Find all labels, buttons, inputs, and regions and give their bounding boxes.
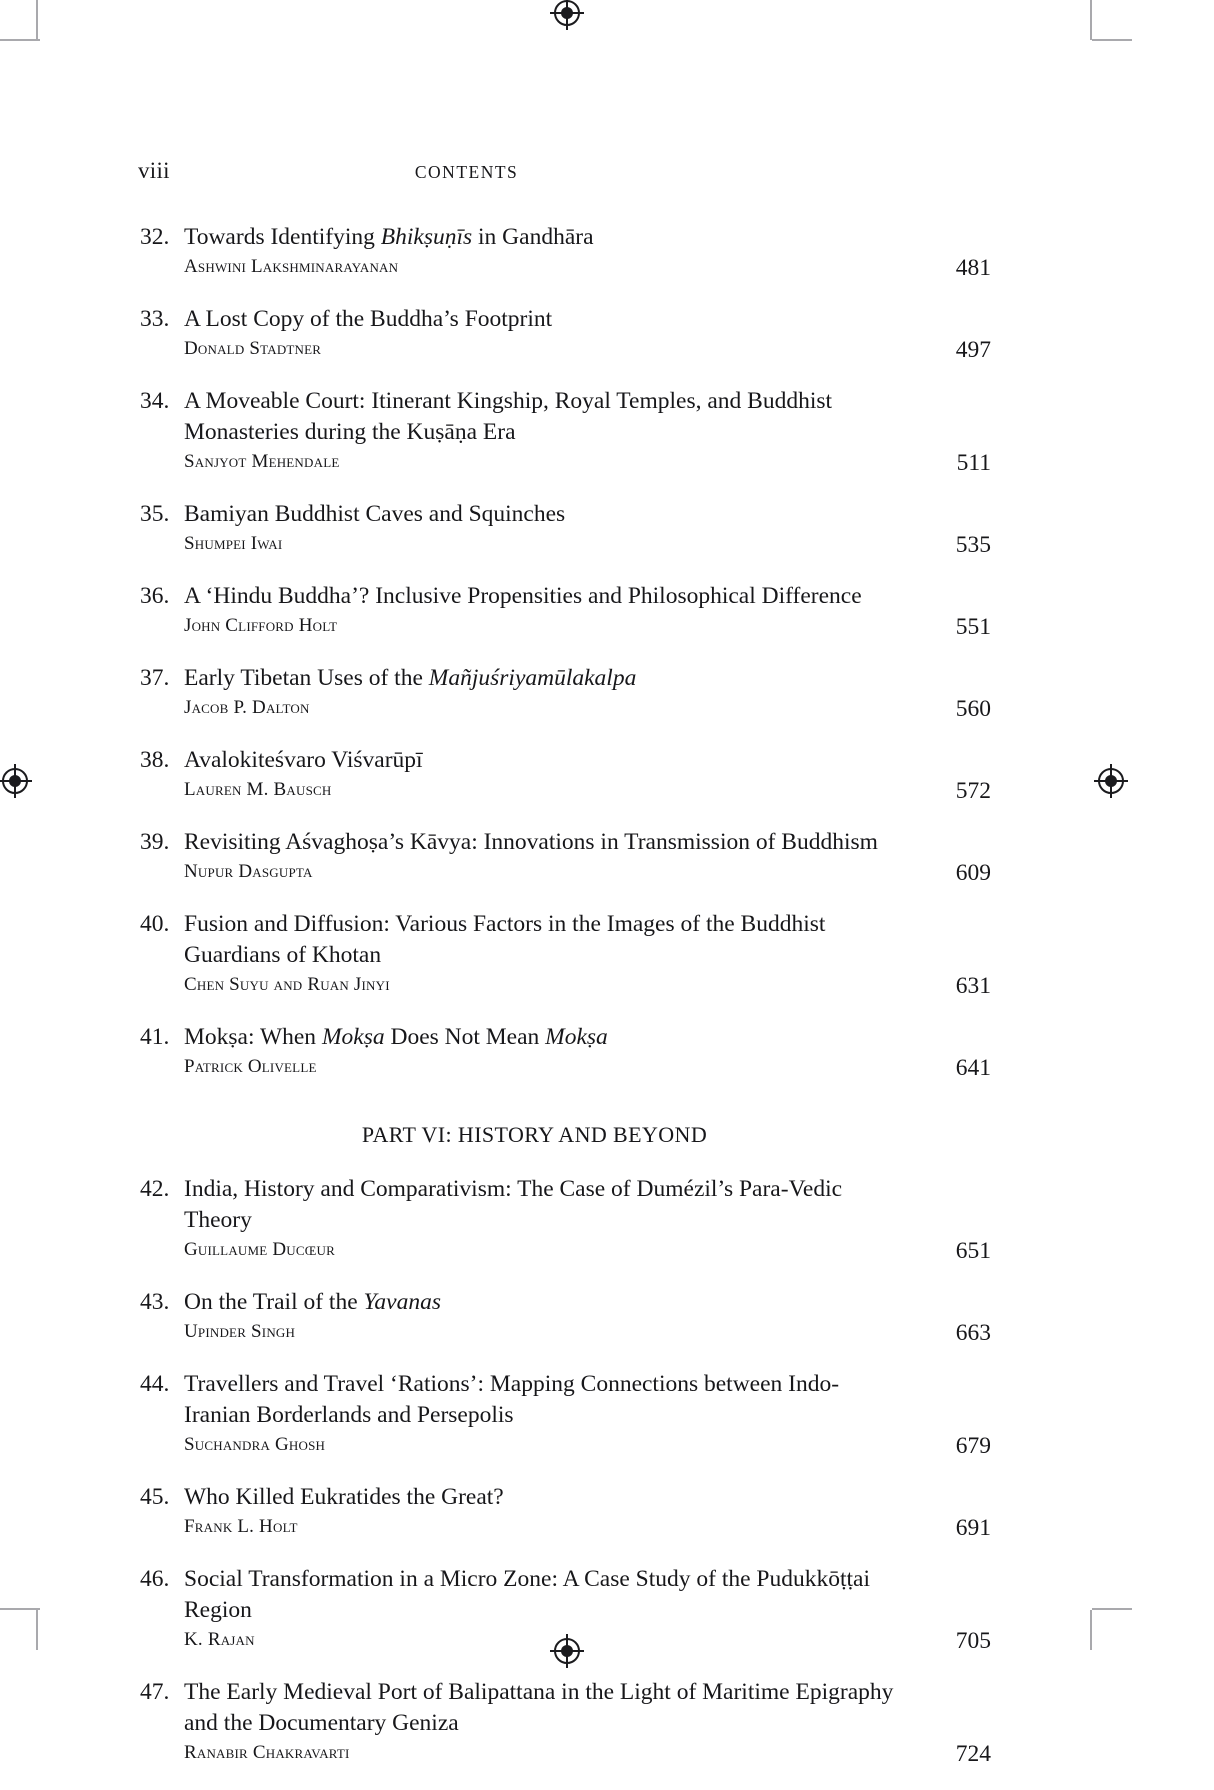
registration-dot bbox=[1105, 775, 1117, 787]
entry-title bbox=[184, 909, 905, 971]
page-number-spacer bbox=[905, 1369, 991, 1431]
toc-entry[interactable] bbox=[138, 1287, 991, 1349]
toc-entry[interactable] bbox=[138, 499, 991, 561]
toc-entry[interactable] bbox=[138, 909, 991, 1002]
page-number-spacer bbox=[905, 304, 991, 335]
registration-target-right bbox=[1098, 768, 1124, 794]
page-number-value: 560 bbox=[955, 696, 991, 722]
title-text: Early Tibetan Uses of the bbox=[184, 665, 429, 691]
crop-mark-top-right-vertical bbox=[1090, 0, 1092, 40]
title-text: Fusion and Diffusion: Various Factors in the Images of the Buddhist Guardians of Khotan bbox=[184, 911, 826, 968]
entry-body bbox=[184, 1022, 905, 1081]
registration-dot bbox=[561, 7, 573, 19]
toc-entry[interactable] bbox=[138, 581, 991, 643]
page-number-spacer bbox=[905, 1564, 991, 1626]
title-text: Avalokiteśvaro Viśvarūpī bbox=[184, 747, 423, 773]
entry-page-number bbox=[905, 1482, 991, 1544]
page-number-value: 497 bbox=[955, 337, 991, 363]
toc-entry[interactable] bbox=[138, 663, 991, 725]
title-text: Mokṣa: When bbox=[184, 1024, 322, 1050]
page-number-value: 705 bbox=[955, 1628, 991, 1654]
entry-number: 37. bbox=[140, 665, 170, 691]
page-number-value: 572 bbox=[955, 778, 991, 804]
page-number-value: 481 bbox=[955, 255, 991, 281]
entry-author: Frank L. Holt bbox=[184, 1516, 298, 1537]
entry-author: Patrick Olivelle bbox=[184, 1056, 317, 1077]
entry-author: Ranabir Chakravarti bbox=[184, 1742, 350, 1763]
entry-body bbox=[184, 1564, 905, 1654]
entry-author: Chen Suyu and Ruan Jinyi bbox=[184, 974, 390, 995]
entry-title bbox=[184, 499, 905, 530]
entry-body bbox=[184, 386, 905, 476]
entry-number: 41. bbox=[140, 1024, 170, 1050]
entry-author: John Clifford Holt bbox=[184, 615, 338, 636]
entry-body bbox=[184, 663, 905, 722]
page-number-spacer bbox=[905, 1287, 991, 1318]
entry-page-number bbox=[905, 222, 991, 284]
page-number-value: 651 bbox=[955, 1238, 991, 1264]
page-number-spacer bbox=[905, 745, 991, 776]
crop-mark-bottom-right-vertical bbox=[1090, 1610, 1092, 1650]
entry-title bbox=[184, 581, 905, 612]
page-number-spacer bbox=[905, 1174, 991, 1236]
page-number-spacer bbox=[905, 827, 991, 858]
registration-dot bbox=[9, 775, 21, 787]
entry-number: 33. bbox=[140, 306, 170, 332]
page-number-spacer bbox=[905, 1677, 991, 1739]
entry-author: Lauren M. Bausch bbox=[184, 779, 332, 800]
toc-entry[interactable] bbox=[138, 1482, 991, 1544]
toc-entry[interactable] bbox=[138, 386, 991, 479]
title-text: The Early Medieval Port of Balipattana in the Light of Maritime Epigraphy and the Documentary Geniza bbox=[184, 1679, 894, 1736]
title-text: A ‘Hindu Buddha’? Inclusive Propensities and Philosophical Difference bbox=[184, 583, 862, 609]
crop-mark-bottom-left-vertical bbox=[36, 1610, 38, 1650]
toc-entry[interactable] bbox=[138, 222, 991, 284]
toc-entry[interactable] bbox=[138, 1564, 991, 1657]
entry-number: 39. bbox=[140, 829, 170, 855]
entry-page-number bbox=[905, 1677, 991, 1770]
title-text: Travellers and Travel ‘Rations’: Mapping Connections between Indo-Iranian Borderlands and Persepolis bbox=[184, 1371, 840, 1428]
entry-number: 35. bbox=[140, 501, 170, 527]
toc-entry[interactable] bbox=[138, 827, 991, 889]
title-text: Does Not Mean bbox=[384, 1024, 546, 1050]
page-number-value: 691 bbox=[955, 1515, 991, 1541]
entry-author: Upinder Singh bbox=[184, 1321, 296, 1342]
entry-page-number bbox=[905, 1369, 991, 1462]
title-text: Towards Identifying bbox=[184, 224, 381, 250]
entry-number: 32. bbox=[140, 224, 170, 250]
entry-page-number bbox=[905, 1287, 991, 1349]
page-number-spacer bbox=[905, 663, 991, 694]
page-number-value: 535 bbox=[955, 532, 991, 558]
crop-mark-top-right-horizontal bbox=[1092, 39, 1132, 41]
entry-author: Donald Stadtner bbox=[184, 338, 322, 359]
entry-body bbox=[184, 1369, 905, 1459]
entry-body bbox=[184, 581, 905, 640]
registration-target-left bbox=[2, 768, 28, 794]
entry-author: Nupur Dasgupta bbox=[184, 861, 313, 882]
title-text: Who Killed Eukratides the Great? bbox=[184, 1484, 504, 1510]
page-number-spacer bbox=[905, 386, 991, 448]
entry-page-number bbox=[905, 909, 991, 1002]
entry-number: 47. bbox=[140, 1679, 170, 1705]
entry-page-number bbox=[905, 663, 991, 725]
page-number-value: 679 bbox=[955, 1433, 991, 1459]
entry-body bbox=[184, 827, 905, 886]
registration-target-top bbox=[554, 0, 580, 26]
title-italic-term: Bhikṣuṇīs bbox=[380, 224, 473, 250]
crop-mark-top-left-horizontal bbox=[0, 39, 40, 41]
entry-title bbox=[184, 1174, 905, 1236]
entry-number: 46. bbox=[140, 1566, 170, 1592]
entry-title bbox=[184, 1369, 905, 1431]
page-content bbox=[138, 158, 991, 1790]
entry-title bbox=[184, 304, 905, 335]
entry-body bbox=[184, 1174, 905, 1264]
entry-author: K. Rajan bbox=[184, 1629, 255, 1650]
entry-page-number bbox=[905, 745, 991, 807]
toc-entry[interactable] bbox=[138, 1369, 991, 1462]
folio-number: viii bbox=[138, 158, 170, 183]
running-head-title: CONTENTS bbox=[414, 162, 519, 182]
entry-page-number bbox=[905, 1564, 991, 1657]
page-number-spacer bbox=[905, 909, 991, 971]
page-number-spacer bbox=[905, 222, 991, 253]
entry-page-number bbox=[905, 1022, 991, 1084]
entry-title bbox=[184, 827, 905, 858]
page-number-value: 724 bbox=[955, 1741, 991, 1767]
title-text: India, History and Comparativism: The Case of Dumézil’s Para-Vedic Theory bbox=[184, 1176, 843, 1233]
title-text: On the Trail of the bbox=[184, 1289, 364, 1315]
entry-number: 36. bbox=[140, 583, 170, 609]
entry-title bbox=[184, 663, 905, 694]
title-text: A Lost Copy of the Buddha’s Footprint bbox=[184, 306, 553, 332]
entry-body bbox=[184, 222, 905, 281]
toc-entry[interactable] bbox=[138, 1677, 991, 1770]
crop-mark-bottom-left-horizontal bbox=[0, 1608, 40, 1610]
page-number-spacer bbox=[905, 499, 991, 530]
entry-page-number bbox=[905, 304, 991, 366]
entry-page-number bbox=[905, 386, 991, 479]
entry-body bbox=[184, 1482, 905, 1541]
entry-title bbox=[184, 222, 905, 253]
entry-title bbox=[184, 1022, 905, 1053]
entry-author: Sanjyot Mehendale bbox=[184, 451, 340, 472]
entry-page-number bbox=[905, 1174, 991, 1267]
entry-title bbox=[184, 1287, 905, 1318]
title-italic-term: Yavanas bbox=[363, 1289, 442, 1315]
entry-title bbox=[184, 1677, 905, 1739]
title-text: Revisiting Aśvaghoṣa’s Kāvya: Innovations in Transmission of Buddhism bbox=[184, 829, 878, 855]
title-text: Bamiyan Buddhist Caves and Squinches bbox=[184, 501, 566, 527]
entry-number: 38. bbox=[140, 747, 170, 773]
entry-number: 45. bbox=[140, 1484, 170, 1510]
title-italic-term: Mokṣa bbox=[545, 1024, 608, 1050]
entry-author: Jacob P. Dalton bbox=[184, 697, 310, 718]
entry-number: 43. bbox=[140, 1289, 170, 1315]
crop-mark-bottom-right-horizontal bbox=[1092, 1608, 1132, 1610]
entry-page-number bbox=[905, 581, 991, 643]
entry-body bbox=[184, 745, 905, 804]
toc-entry[interactable] bbox=[138, 304, 991, 366]
title-text: A Moveable Court: Itinerant Kingship, Royal Temples, and Buddhist Monasteries during the Kuṣāṇa Era bbox=[184, 388, 833, 445]
part-heading: PART VI: HISTORY AND BEYOND bbox=[361, 1122, 708, 1147]
page-number-value: 663 bbox=[955, 1320, 991, 1346]
entry-author: Guillaume Ducœur bbox=[184, 1239, 335, 1260]
page-number-value: 641 bbox=[955, 1055, 991, 1081]
entry-body bbox=[184, 909, 905, 999]
entry-author: Ashwini Lakshminarayanan bbox=[184, 256, 399, 277]
table-of-contents bbox=[138, 222, 991, 1770]
entry-number: 44. bbox=[140, 1371, 170, 1397]
page-number-spacer bbox=[905, 1482, 991, 1513]
page-number-value: 551 bbox=[955, 614, 991, 640]
entry-page-number bbox=[905, 499, 991, 561]
running-head bbox=[138, 158, 991, 186]
toc-entry[interactable] bbox=[138, 1022, 991, 1084]
entry-body bbox=[184, 1287, 905, 1346]
entry-page-number bbox=[905, 827, 991, 889]
entry-title bbox=[184, 745, 905, 776]
page-number-value: 511 bbox=[956, 450, 991, 476]
entry-title bbox=[184, 386, 905, 448]
title-text: Social Transformation in a Micro Zone: A Case Study of the Pudukkōṭṭai Region bbox=[184, 1566, 871, 1623]
entry-number: 34. bbox=[140, 388, 170, 414]
page-number-spacer bbox=[905, 1022, 991, 1053]
page-number-spacer bbox=[905, 581, 991, 612]
page-number-value: 631 bbox=[955, 973, 991, 999]
entry-title bbox=[184, 1482, 905, 1513]
page-number-value: 609 bbox=[955, 860, 991, 886]
toc-entry[interactable] bbox=[138, 1174, 991, 1267]
entry-body bbox=[184, 304, 905, 363]
entry-author: Shumpei Iwai bbox=[184, 533, 283, 554]
title-text: in Gandhāra bbox=[472, 224, 594, 250]
title-italic-term: Mokṣa bbox=[321, 1024, 385, 1050]
entry-body bbox=[184, 1677, 905, 1767]
entry-author: Suchandra Ghosh bbox=[184, 1434, 326, 1455]
entry-title bbox=[184, 1564, 905, 1626]
entry-number: 42. bbox=[140, 1176, 170, 1202]
toc-entry[interactable] bbox=[138, 745, 991, 807]
title-italic-term: Mañjuśriyamūlakalpa bbox=[428, 665, 637, 691]
crop-mark-top-left-vertical bbox=[36, 0, 38, 40]
entry-body bbox=[184, 499, 905, 558]
entry-number: 40. bbox=[140, 911, 170, 937]
